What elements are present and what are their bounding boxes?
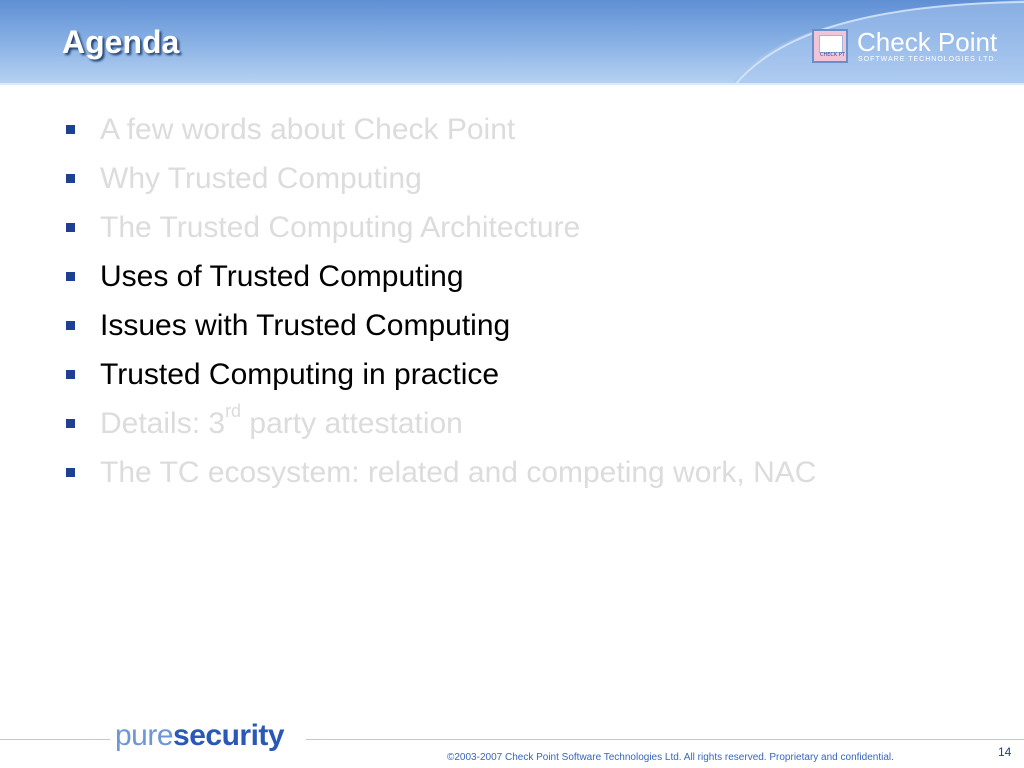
- copyright-notice: ©2003-2007 Check Point Software Technologies Ltd. All rights reserved. Proprietary and confidential.: [447, 752, 894, 763]
- footer-divider-right: [306, 739, 1024, 740]
- square-bullet-icon: [66, 419, 75, 428]
- square-bullet-icon: [66, 321, 75, 330]
- slide-title: Agenda: [62, 24, 180, 60]
- agenda-item-text: The TC ecosystem: related and competing work, NAC: [100, 456, 817, 489]
- agenda-item-text: The Trusted Computing Architecture: [100, 211, 581, 244]
- logo-subtitle: SOFTWARE TECHNOLOGIES LTD.: [858, 56, 998, 63]
- square-bullet-icon: [66, 223, 75, 232]
- agenda-item-text: Uses of Trusted Computing: [100, 260, 464, 293]
- agenda-item-text: Trusted Computing in practice: [100, 358, 500, 391]
- square-bullet-icon: [66, 370, 75, 379]
- agenda-item-text: Issues with Trusted Computing: [100, 309, 511, 342]
- square-bullet-icon: [66, 174, 75, 183]
- slide-header: [0, 0, 1024, 85]
- page-number: 14: [998, 745, 1012, 759]
- check-point-logo: [812, 29, 1012, 69]
- square-bullet-icon: [66, 272, 75, 281]
- agenda-item-text: A few words about Check Point: [100, 113, 516, 146]
- square-bullet-icon: [66, 468, 75, 477]
- footer-divider-left: [0, 739, 110, 740]
- logo-name: Check Point: [857, 27, 998, 57]
- square-bullet-icon: [66, 125, 75, 134]
- agenda-item-text: Details: 3rd party attestation: [100, 401, 463, 440]
- agenda-item-text: Why Trusted Computing: [100, 162, 422, 195]
- check-point-logo-icon: CHECK PT: [812, 29, 848, 63]
- pure-security-brand: puresecurity: [115, 719, 285, 752]
